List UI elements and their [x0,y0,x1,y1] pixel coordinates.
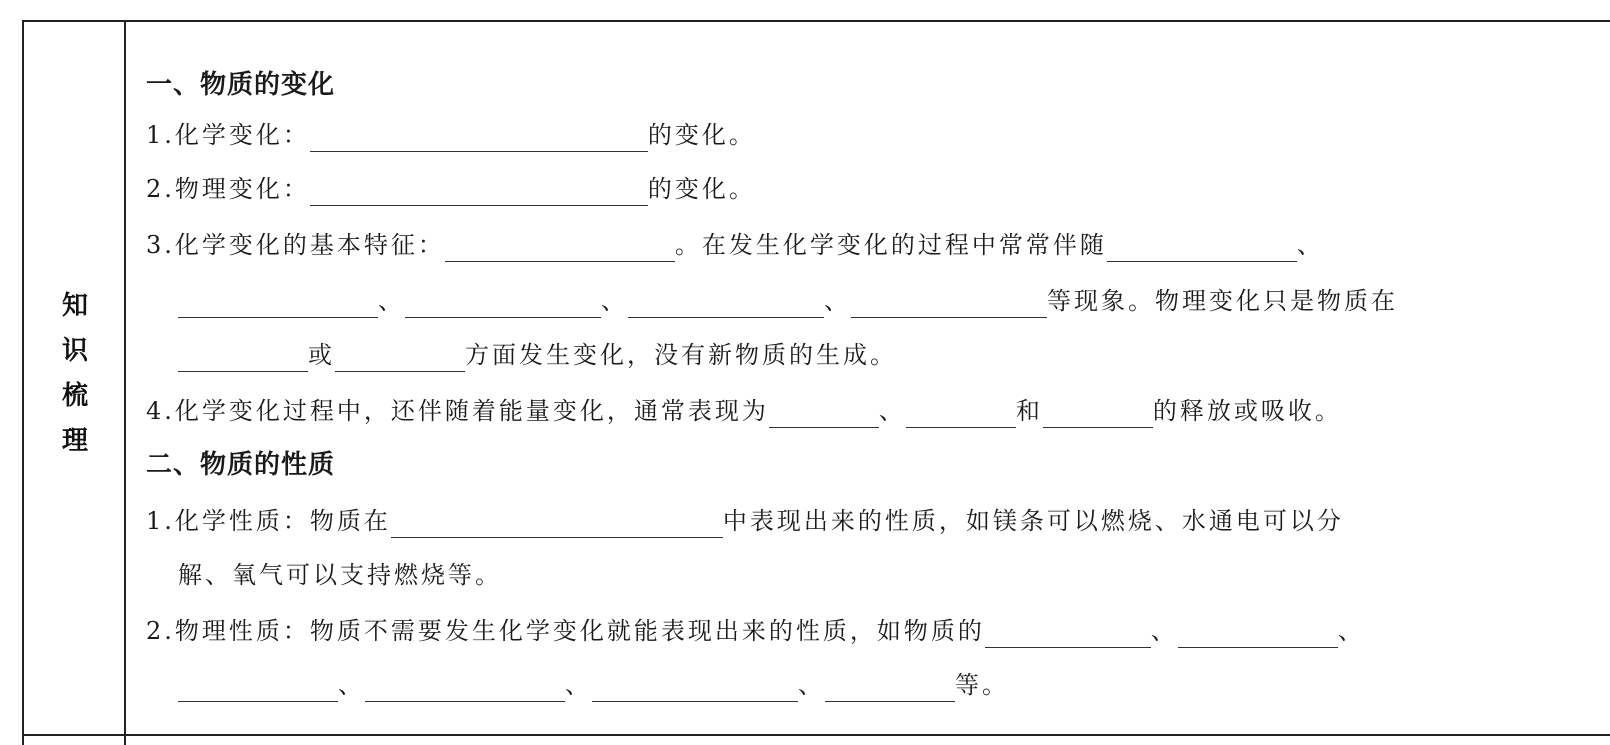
table-top-border [22,20,1610,22]
item-text: 或 [308,341,335,369]
item-text: 中表现出来的性质，如镁条可以燃烧、水通电可以分 [722,507,1344,535]
item-text: 等现象。物理变化只是物质在 [1047,287,1398,315]
item-number: 1. [146,507,175,535]
section-heading-properties: 二、物质的性质 [146,450,336,480]
fill-in-blank[interactable] [445,229,675,262]
item-number: 2. [146,175,175,203]
table-column-divider [124,20,126,745]
item-physical-change [146,164,756,214]
separator: 、 [338,671,365,699]
fill-in-blank[interactable] [906,395,1016,428]
item-label: 化学变化过程中，还伴随着能量变化，通常表现为 [174,397,769,425]
fill-in-blank[interactable] [405,285,601,318]
item-label: 物理变化： [174,175,310,203]
fill-in-blank[interactable] [985,615,1151,648]
separator: 、 [798,671,825,699]
item-number: 1. [146,121,175,149]
item-chemical-property [146,496,1344,546]
item-text: 。在发生化学变化的过程中常常伴随 [674,231,1107,259]
item-suffix: 的变化。 [647,121,756,149]
separator: 、 [565,671,592,699]
separator: 、 [378,287,405,315]
side-label-char: 梳 [61,381,88,411]
item-label: 化学变化： [174,121,310,149]
fill-in-blank[interactable] [769,395,879,428]
item-number: 3. [146,231,175,259]
item-physical-property-line2 [178,660,1009,710]
item-physical-property [146,606,1365,656]
item-label: 化学变化的基本特征： [174,231,445,259]
fill-in-blank[interactable] [335,339,465,372]
item-basic-characteristics [146,220,1324,270]
item-basic-characteristics-line2 [178,276,1398,326]
item-text: 等。 [955,671,1009,699]
side-label-char: 知 [61,291,88,321]
side-label-char: 理 [61,426,88,456]
fill-in-blank[interactable] [310,119,648,152]
item-text: 和 [1015,397,1043,425]
side-label-char: 识 [61,336,88,366]
separator: 、 [1150,617,1178,645]
separator: 、 [824,287,851,315]
fill-in-blank[interactable] [310,173,648,206]
fill-in-blank[interactable] [178,669,338,702]
table-left-border [22,20,24,745]
section-heading-changes: 一、物质的变化 [146,70,336,100]
separator: 、 [878,397,906,425]
item-suffix: 的变化。 [647,175,756,203]
fill-in-blank[interactable] [592,669,798,702]
item-chemical-property-line2: 解、氧气可以支持燃烧等。 [178,561,502,589]
item-chemical-change [146,110,756,160]
table-bottom-border [22,734,1610,736]
fill-in-blank[interactable] [1178,615,1338,648]
item-basic-characteristics-line3 [178,330,897,380]
separator: 、 [1337,617,1365,645]
side-label-knowledge-review [40,284,110,464]
fill-in-blank[interactable] [178,285,378,318]
item-text: 的释放或吸收。 [1152,397,1342,425]
separator: 、 [1296,231,1324,259]
separator: 、 [601,287,628,315]
item-number: 2. [146,617,175,645]
item-energy-change [146,386,1342,436]
fill-in-blank[interactable] [1107,229,1297,262]
item-number: 4. [146,397,175,425]
fill-in-blank[interactable] [391,505,723,538]
item-label: 化学性质：物质在 [174,507,391,535]
fill-in-blank[interactable] [365,669,565,702]
fill-in-blank[interactable] [178,339,308,372]
item-text: 方面发生变化，没有新物质的生成。 [465,341,897,369]
fill-in-blank[interactable] [851,285,1047,318]
fill-in-blank[interactable] [1043,395,1153,428]
fill-in-blank[interactable] [825,669,955,702]
fill-in-blank[interactable] [628,285,824,318]
item-label: 物理性质：物质不需要发生化学变化就能表现出来的性质，如物质的 [174,617,985,645]
